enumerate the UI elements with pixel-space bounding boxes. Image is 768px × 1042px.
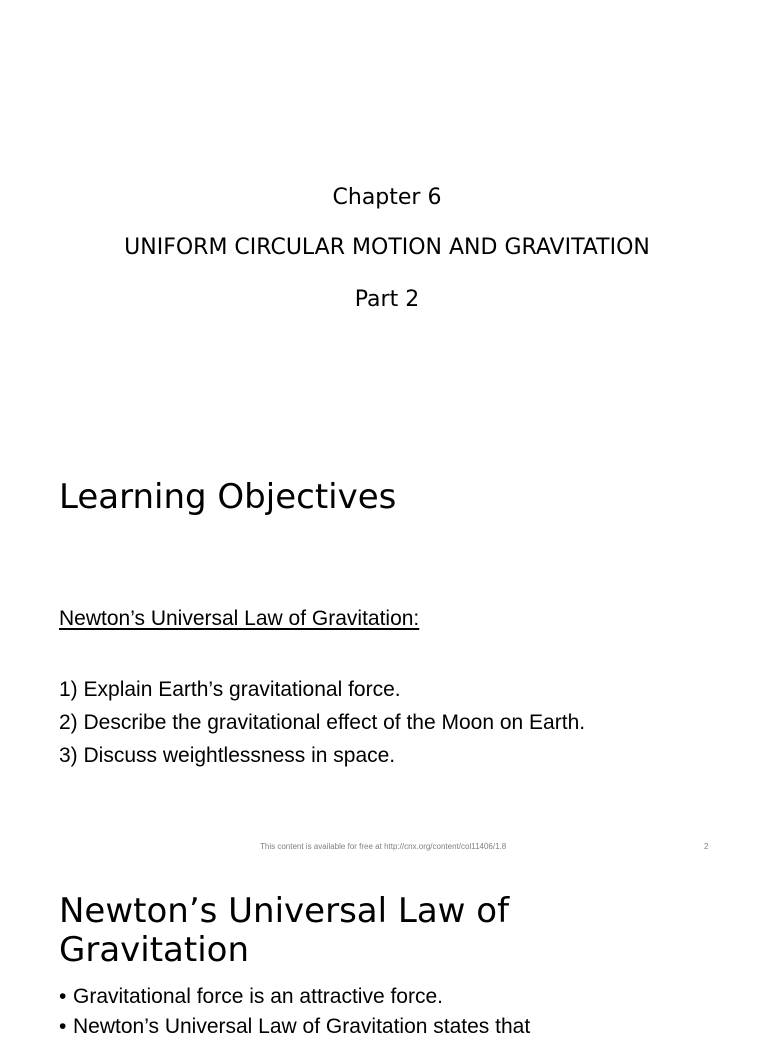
page-number: 2 (704, 842, 709, 851)
bullet-icon: • (59, 1015, 67, 1038)
bullet-icon: • (59, 985, 67, 1008)
bullet-text: Newton’s Universal Law of Gravitation states that (73, 1015, 531, 1038)
bullet-text: Gravitational force is an attractive force. (73, 985, 443, 1008)
slide-heading: Learning Objectives (59, 477, 397, 517)
objective-item: 2) Describe the gravitational effect of the Moon on Earth. (59, 711, 586, 734)
objective-item: 3) Discuss weightlessness in space. (59, 744, 396, 767)
slide-footer: This content is available for free at http://cnx.org/content/col11406/1.8 (260, 842, 507, 851)
objective-item: 1) Explain Earth’s gravitational force. (59, 678, 401, 701)
part-label: Part 2 (354, 287, 420, 312)
slide-heading: Newton’s Universal Law of Gravitation (59, 891, 510, 970)
list-item (59, 1012, 530, 1042)
objectives-list (59, 673, 585, 772)
bullet-list (59, 982, 530, 1042)
chapter-label: Chapter 6 (332, 185, 442, 210)
section-subheading: Newton’s Universal Law of Gravitation: (59, 607, 420, 630)
list-item (59, 982, 530, 1012)
chapter-title: UNIFORM CIRCULAR MOTION AND GRAVITATION (124, 235, 650, 260)
